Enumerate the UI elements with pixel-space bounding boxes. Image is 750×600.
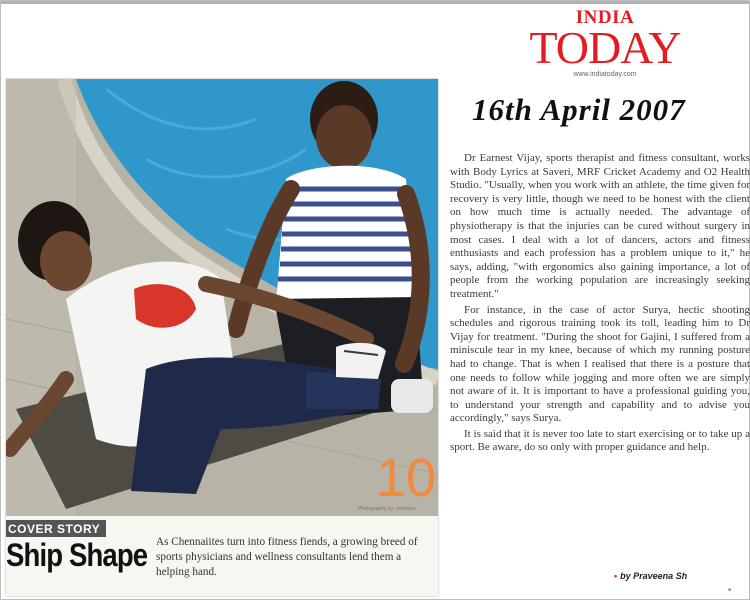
cover-photo: [6, 79, 438, 516]
masthead-logo: TODAY: [529, 22, 681, 73]
photo-credit: Photography by: unknown: [358, 506, 416, 512]
byline-text: by Praveena Sh: [620, 571, 688, 581]
article-paragraph-1: Dr Earnest Vijay, sports therapist and fitness consultant, works with Body Lyrics at Saveri, MRF Cricket Academy and O2 Health Studio. "Usually, when you work with an athlete, the time given for recovery is very little, though we need to be honest with the client on how much time is actually needed. The advantage of physiotherapy is that the injuries can be cured without surgery in most cases. I deal with a lot of dancers, actors and fitness enthusiasts and each profession has a problem unique to it," he says, adding, "with ergonomics also gaining importance, a lot of people from the working population are increasingly seeking treatment.": [450, 152, 750, 300]
masthead-line1: INDIA: [575, 7, 635, 28]
article-paragraph-2: For instance, in the case of actor Surya, hectic shooting schedules and rigorous training took its toll, leading him to Dr Vijay for treatment. "During the shoot for Gajini, I suffered from a miniscule tear in my knee, because of which my running posture had to change. That is when I realised that there is a posture that one needs to follow while jogging and more often we are simply not aware of it. It is important to have a professional guiding you, to understand your strength and capability and to advise you accordingly," says Surya.: [450, 303, 750, 425]
article-paragraph-3: It is said that it is never too late to start exercising or to take up a sport. Be aware, do so only with proper guidance and help.: [450, 427, 750, 454]
page-number: 10: [376, 448, 437, 508]
headline: Ship Shape: [6, 537, 148, 573]
article-body: [450, 152, 750, 457]
byline: [614, 571, 687, 581]
bullet-icon: •: [614, 571, 618, 581]
corner-mark: ■: [728, 587, 732, 593]
masthead: [520, 8, 690, 78]
issue-date: 16th April 2007: [472, 92, 686, 127]
magazine-clipping: [6, 79, 438, 596]
section-tag: COVER STORY: [6, 520, 106, 537]
masthead-url: www.indiatoday.com: [573, 71, 637, 78]
deck-text: As Chennaiites turn into fitness fiends, a growing breed of sports physicians and wellness consultants lend them a helping hand.: [156, 536, 418, 578]
